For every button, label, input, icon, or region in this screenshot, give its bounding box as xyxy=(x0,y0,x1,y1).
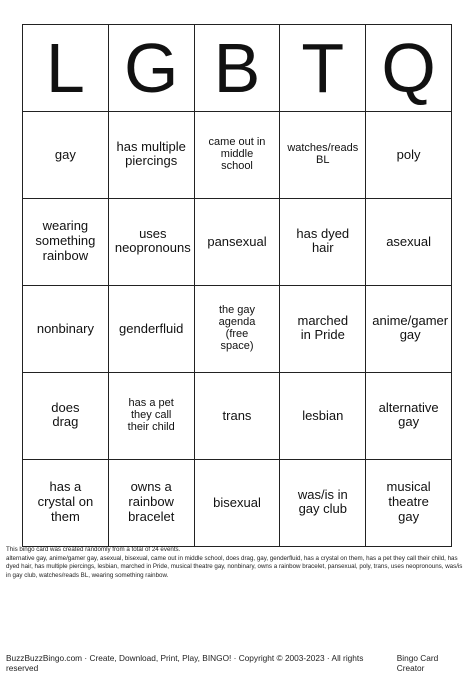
bingo-cell[interactable] xyxy=(366,199,452,286)
header-letter: G xyxy=(108,25,194,112)
cell-label: has a pet they call their child xyxy=(127,396,175,434)
header-letter: L xyxy=(23,25,109,112)
bingo-card xyxy=(22,24,452,540)
footer-copyright[interactable]: BuzzBuzzBingo.com · Create, Download, Print, Play, BINGO! · Copyright © 2003-2023 · All rights reserved xyxy=(6,653,364,673)
bingo-cell[interactable] xyxy=(194,286,280,373)
bingo-cell[interactable] xyxy=(23,199,109,286)
cell-label: lesbian xyxy=(302,408,344,423)
bingo-cell[interactable] xyxy=(366,373,452,460)
cell-label: watches/reads BL xyxy=(287,141,359,167)
bingo-cell[interactable] xyxy=(366,112,452,199)
header-letter: B xyxy=(194,25,280,112)
grid-row xyxy=(23,286,452,373)
cell-label: has multiple piercings xyxy=(116,138,186,169)
cell-label: wearing something rainbow xyxy=(35,218,96,263)
bingo-cell[interactable] xyxy=(366,460,452,547)
events-list-text: alternative gay, anime/gamer gay, asexual, bisexual, came out in middle school, does drag, gay, genderfluid, has a crystal on them, has a pet they call their child, has dyed hair, has multiple piercings, lesbian, marched in Pride, musical theatre gay, nonbinary, owns a rainbow bracelet, pansexual, poly, trans, uses neopronouns, was/is in gay club, watches/reads BL, wearing something rainbow. xyxy=(6,554,463,580)
cell-label: genderfluid xyxy=(119,321,184,336)
bingo-cell[interactable] xyxy=(108,373,194,460)
bingo-cell[interactable] xyxy=(23,460,109,547)
bingo-cell[interactable] xyxy=(194,199,280,286)
cell-label: gay xyxy=(54,147,76,162)
bingo-cell[interactable] xyxy=(280,460,366,547)
cell-label: musical theatre gay xyxy=(386,479,431,524)
cell-label: marched in Pride xyxy=(297,312,349,343)
header-row xyxy=(23,25,452,112)
cell-label: alternative gay xyxy=(378,399,439,430)
bingo-cell[interactable] xyxy=(280,286,366,373)
events-note xyxy=(6,546,468,581)
cell-label: bisexual xyxy=(213,495,261,510)
bingo-cell[interactable] xyxy=(23,286,109,373)
events-count-text: This bingo card was created randomly from a total of 24 events. xyxy=(6,546,181,553)
bingo-cell[interactable] xyxy=(108,460,194,547)
header-letter: T xyxy=(280,25,366,112)
bingo-cell[interactable] xyxy=(108,112,194,199)
bingo-cell[interactable] xyxy=(366,286,452,373)
page-footer xyxy=(6,653,468,673)
cell-label: poly xyxy=(396,147,421,162)
bingo-grid xyxy=(22,24,452,547)
bingo-cell[interactable] xyxy=(280,373,366,460)
header-letter: Q xyxy=(366,25,452,112)
bingo-cell[interactable] xyxy=(108,199,194,286)
footer-creator-link[interactable]: Bingo Card Creator xyxy=(396,653,439,673)
grid-row xyxy=(23,460,452,547)
cell-label: the gay agenda (free space) xyxy=(218,303,256,353)
cell-label: has a crystal on them xyxy=(37,479,94,524)
bingo-cell[interactable] xyxy=(23,373,109,460)
cell-label: nonbinary xyxy=(36,321,94,336)
cell-label: trans xyxy=(222,408,252,423)
grid-row xyxy=(23,373,452,460)
cell-label: was/is in gay club xyxy=(297,486,348,517)
bingo-cell[interactable] xyxy=(280,199,366,286)
bingo-cell[interactable] xyxy=(108,286,194,373)
cell-label: uses neopronouns xyxy=(114,225,191,256)
grid-row xyxy=(23,199,452,286)
cell-label: pansexual xyxy=(207,234,267,249)
grid-row xyxy=(23,112,452,199)
bingo-cell[interactable] xyxy=(280,112,366,199)
bingo-cell[interactable] xyxy=(194,460,280,547)
cell-label: owns a rainbow bracelet xyxy=(128,479,175,524)
bingo-cell[interactable] xyxy=(194,112,280,199)
cell-label: does drag xyxy=(51,399,80,430)
bingo-cell[interactable] xyxy=(23,112,109,199)
cell-label: has dyed hair xyxy=(296,225,350,256)
cell-label: asexual xyxy=(386,234,431,249)
cell-label: anime/gamer gay xyxy=(372,312,449,343)
cell-label: came out in middle school xyxy=(208,135,266,173)
bingo-cell[interactable] xyxy=(194,373,280,460)
